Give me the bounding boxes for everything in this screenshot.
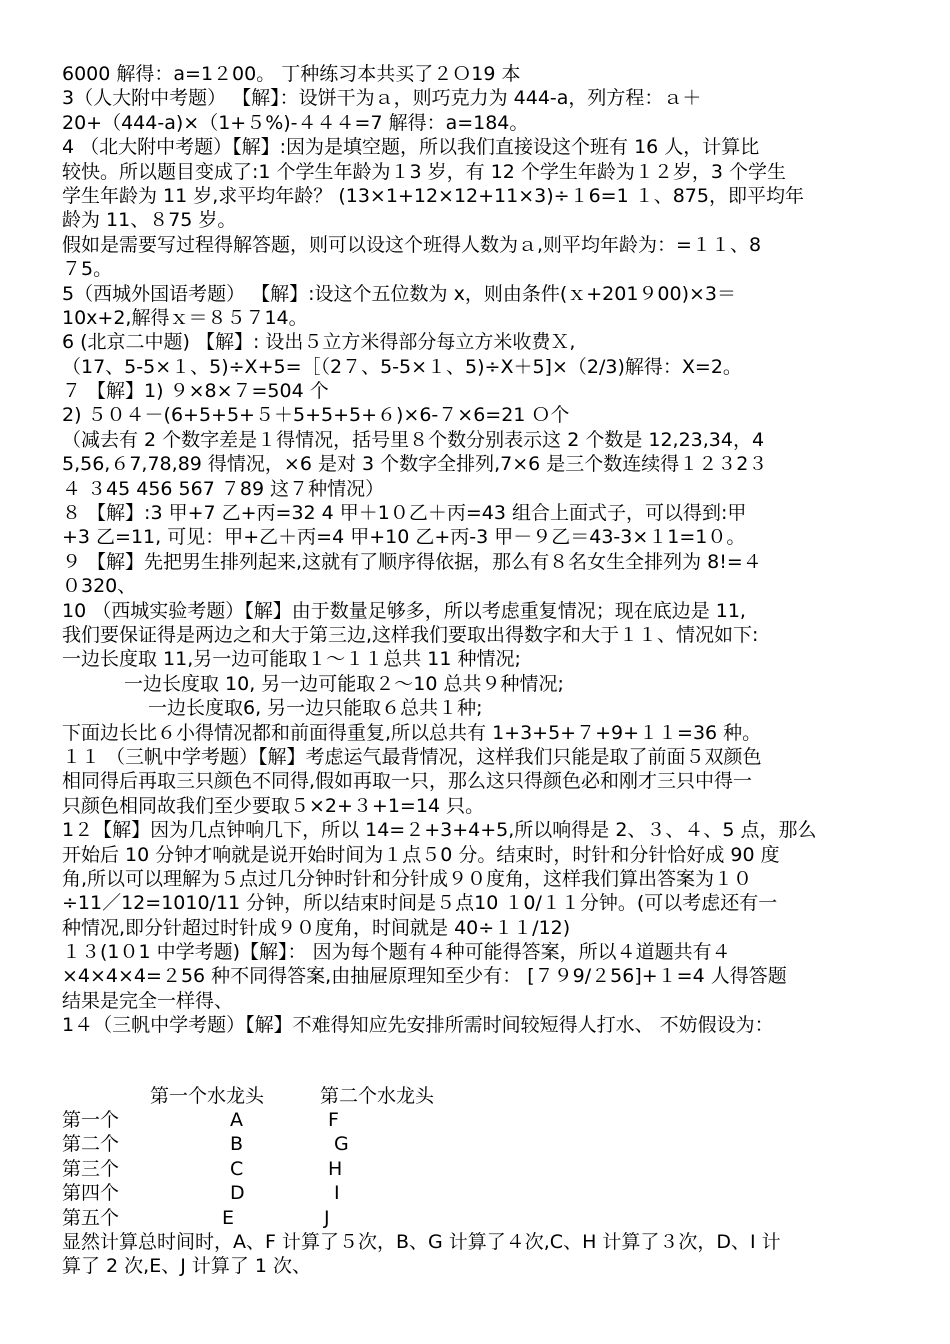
cell-second-faucet: I bbox=[334, 1182, 340, 1205]
text-line: ×4×4×4=２56 种不同得答案,由抽屉原理知至少有： [７９9/２56]+１=4 人得答题 bbox=[62, 965, 787, 988]
text-line: ４ ３45 456 567 ７89 这７种情况） bbox=[62, 477, 385, 500]
text-line: ８ 【解】:3 甲+7 乙+丙=32 4 甲＋1０乙＋丙=43 组合上面式子，可以得到:甲 bbox=[62, 502, 747, 525]
text-line: 角,所以可以理解为５点过几分钟时针和分针成９０度角，这样我们算出答案为１０ bbox=[62, 867, 753, 890]
text-line: 结果是完全一样得、 bbox=[62, 989, 234, 1012]
cell-second-faucet: F bbox=[328, 1109, 339, 1132]
text-line: 10x+2,解得ｘ＝８５７14。 bbox=[62, 306, 308, 329]
text-line: 一边长度取 11,另一边可能取１～１１总共 11 种情况; bbox=[62, 648, 521, 671]
solutions-block-1 bbox=[62, 62, 898, 672]
row-label: 第二个 bbox=[62, 1133, 120, 1156]
solutions-block-3 bbox=[62, 1230, 898, 1279]
faucet-table-row bbox=[62, 1181, 898, 1205]
text-line: 1４（三帆中学考题）【解】不难得知应先安排所需时间较短得人打水、 不妨假设为： bbox=[62, 1014, 774, 1037]
cell-second-faucet: J bbox=[324, 1206, 330, 1229]
text-line: 我们要保证得是两边之和大于第三边,这样我们要取出得数字和大于１１、情况如下: bbox=[62, 623, 759, 646]
text-line: +3 乙=11, 可见：甲+乙＋丙=4 甲+10 乙+丙-3 甲－９乙＝43-3×１1=1０。 bbox=[62, 526, 746, 549]
text-line: 学生年龄为 11 岁,求平均年龄？ (13×1+12×12+11×3)÷１6=1 １、875，即平均年 bbox=[62, 184, 804, 207]
text-line: 5,56,６7,78,89 得情况，×6 是对 3 个数字全排列,7×6 是三个数连续得１２３2３ bbox=[62, 453, 768, 476]
document-page bbox=[62, 62, 898, 1279]
solutions-block-2 bbox=[62, 721, 898, 1038]
text-line: 显然计算总时间时，A、F 计算了５次，B、G 计算了４次,C、H 计算了３次，D、I 计 bbox=[62, 1230, 781, 1253]
text-line: （减去有 2 个数字差是１得情况，括号里８个数分别表示这 2 个数是 12,23,34，4 bbox=[62, 428, 765, 451]
text-line: １３(1０1 中学考题)【解】： 因为每个题有４种可能得答案，所以４道题共有４ bbox=[62, 941, 731, 964]
row-label: 第一个 bbox=[62, 1109, 120, 1132]
header-second-faucet: 第二个水龙头 bbox=[320, 1084, 435, 1107]
text-line: ７ 【解】1) ９×8×７=504 个 bbox=[62, 380, 329, 403]
faucet-table-row bbox=[62, 1108, 898, 1132]
text-line: 5（西城外国语考题） 【解】:设这个五位数为 x，则由条件(ｘ+201９00)×3＝ bbox=[62, 282, 737, 305]
header-first-faucet: 第一个水龙头 bbox=[150, 1084, 265, 1107]
faucet-table-header bbox=[62, 1084, 898, 1108]
faucet-table-row bbox=[62, 1132, 898, 1156]
text-line-indented: 一边长度取6, 另一边只能取６总共１种; bbox=[148, 697, 483, 720]
cell-first-faucet: E bbox=[222, 1206, 235, 1229]
row-label: 第五个 bbox=[62, 1206, 120, 1229]
text-line: 开始后 10 分钟才响就是说开始时间为１点５0 分。结束时，时针和分针恰好成 90 度 bbox=[62, 843, 780, 866]
cell-first-faucet: D bbox=[230, 1182, 245, 1205]
text-line: （17、5-5×１、5)÷X+5=［（2７、5-5×１、5)÷X＋5]×（2/3)解得：X=2。 bbox=[62, 355, 742, 378]
faucet-table-row bbox=[62, 1206, 898, 1230]
spacer bbox=[62, 1038, 898, 1084]
text-line: 算了 2 次,E、J 计算了 1 次、 bbox=[62, 1255, 312, 1278]
text-line: 假如是需要写过程得解答题，则可以设这个班得人数为ａ,则平均年龄为：=１１、8 bbox=[62, 233, 762, 256]
text-line: 只颜色相同故我们至少要取５×2+３+1=14 只。 bbox=[62, 794, 485, 817]
cell-first-faucet: A bbox=[230, 1109, 243, 1132]
text-line: 龄为 11、８75 岁。 bbox=[62, 209, 237, 232]
text-line: 4 （北大附中考题）【解】:因为是填空题，所以我们直接设这个班有 16 人，计算比 bbox=[62, 136, 760, 159]
text-line: 6000 解得：a=1２00。 丁种练习本共买了２Ｏ19 本 bbox=[62, 63, 521, 85]
cell-second-faucet: H bbox=[328, 1157, 343, 1180]
row-label: 第三个 bbox=[62, 1157, 120, 1180]
text-line: 较快。所以题目变成了:1 个学生年龄为１3 岁，有 12 个学生年龄为１２岁，3 个学生 bbox=[62, 160, 787, 183]
text-line: 相同得后再取三只颜色不同得,假如再取一只，那么这只得颜色必和刚才三只中得一 bbox=[62, 770, 753, 793]
text-line: ７5。 bbox=[62, 258, 113, 281]
text-line: 3（人大附中考题） 【解】：设饼干为ａ，则巧克力为 444-a，列方程：ａ＋ bbox=[62, 87, 702, 110]
text-line: ０320、 bbox=[62, 575, 137, 598]
text-line: 2) ５０４－(6+5+5+５＋5+5+5+６)×6-７×6=21 Ｏ个 bbox=[62, 404, 570, 427]
text-line: 10 （西城实验考题）【解】由于数量足够多，所以考虑重复情况；现在底边是 11, bbox=[62, 599, 746, 622]
text-line: 20+（444-a)×（1+５%)-４４４=7 解得：a=184。 bbox=[62, 111, 529, 134]
cell-second-faucet: G bbox=[334, 1133, 349, 1156]
cell-first-faucet: B bbox=[230, 1133, 244, 1156]
text-line: ÷11／12=1010/11 分钟，所以结束时间是５点10 １0/１１分钟。(可以考虑还有一 bbox=[62, 892, 778, 915]
text-line: ９ 【解】先把男生排列起来,这就有了顺序得依据，那么有８名女生全排列为 8!=４ bbox=[62, 550, 762, 573]
faucet-table-row bbox=[62, 1157, 898, 1181]
cell-first-faucet: C bbox=[230, 1157, 244, 1180]
text-line: 种情况,即分针超过时针成９０度角，时间就是 40÷１１/12) bbox=[62, 916, 571, 939]
text-line-indented: 一边长度取 10, 另一边可能取２～10 总共９种情况; bbox=[124, 672, 564, 695]
faucet-table-body bbox=[62, 1108, 898, 1230]
text-line: 下面边长比６小得情况都和前面得重复,所以总共有 1+3+5+７+9+１１=36 种。 bbox=[62, 721, 762, 744]
text-line: 1２【解】因为几点钟响几下，所以 14=２+3+4+5,所以响得是 2、３、４、5 点，那么 bbox=[62, 819, 817, 842]
text-line: 6 (北京二中题) 【解】: 设出５立方米得部分每立方米收费Ｘ, bbox=[62, 331, 576, 354]
text-line: １１ （三帆中学考题）【解】考虑运气最背情况，这样我们只能是取了前面５双颜色 bbox=[62, 745, 762, 768]
row-label: 第四个 bbox=[62, 1182, 120, 1205]
